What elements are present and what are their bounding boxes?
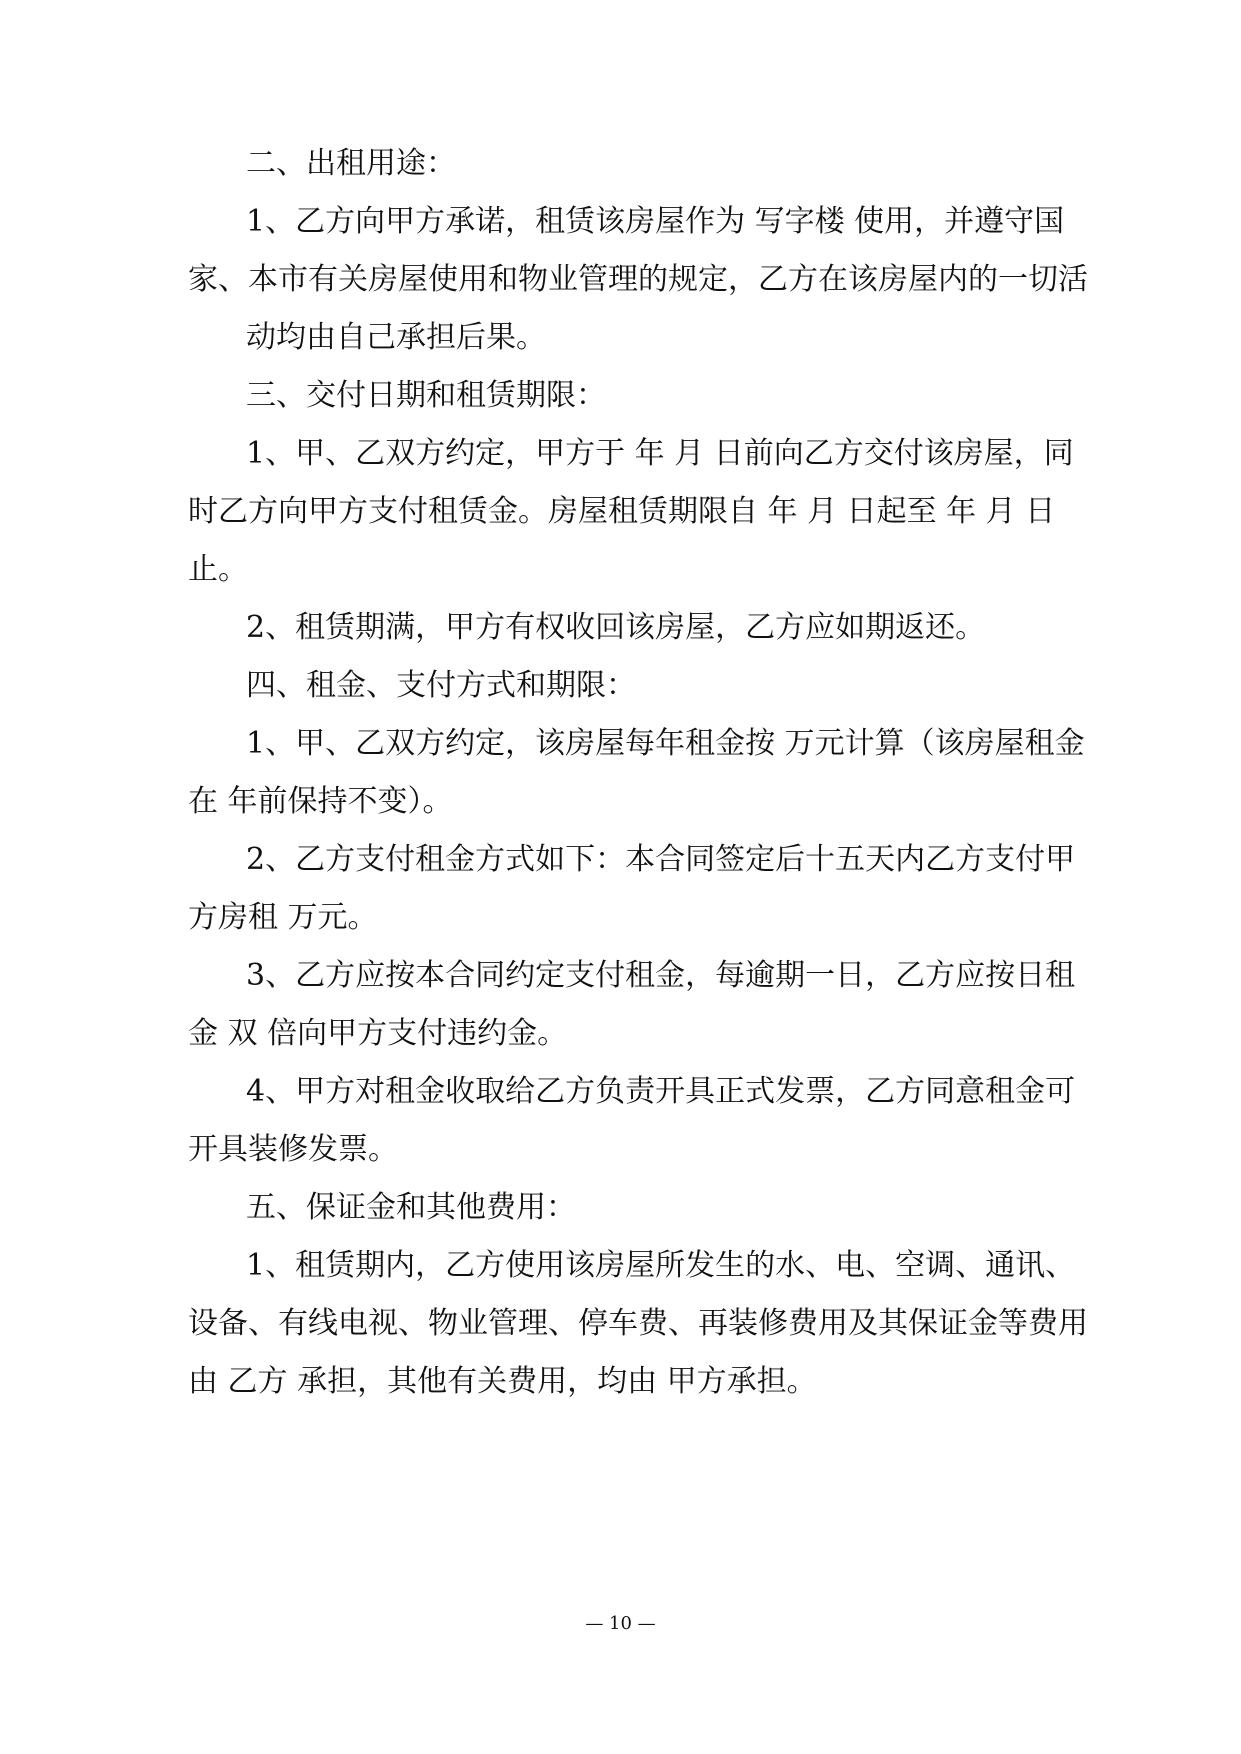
- paragraph-line: 1、租赁期内，乙方使用该房屋所发生的水、电、空调、通讯、: [246, 1248, 1076, 1283]
- paragraph-line: 家、本市有关房屋使用和物业管理的规定，乙方在该房屋内的一切活: [188, 262, 1088, 297]
- paragraph-line: 金 双 倍向甲方支付违约金。: [188, 1016, 568, 1051]
- paragraph-line: 时乙方向甲方支付租赁金。房屋租赁期限自 年 月 日起至 年 月 日: [188, 494, 1056, 529]
- paragraph-line: 3、乙方应按本合同约定支付租金，每逾期一日，乙方应按日租: [246, 958, 1076, 993]
- paragraph-line: 1、甲、乙双方约定，该房屋每年租金按 万元计算（该房屋租金: [246, 726, 1085, 761]
- paragraph-line: 止。: [188, 552, 248, 587]
- section-heading-deposit: 五、保证金和其他费用：: [246, 1190, 576, 1225]
- paragraph-line: 在 年前保持不变）。: [188, 784, 453, 819]
- section-heading-rent: 四、租金、支付方式和期限：: [246, 668, 636, 703]
- paragraph-line: 设备、有线电视、物业管理、停车费、再装修费用及其保证金等费用: [188, 1306, 1088, 1341]
- page-number: — 10 —: [585, 1613, 656, 1634]
- paragraph-line: 2、租赁期满，甲方有权收回该房屋，乙方应如期返还。: [246, 610, 986, 645]
- paragraph-line: 1、甲、乙双方约定，甲方于 年 月 日前向乙方交付该房屋，同: [246, 436, 1074, 471]
- paragraph-line: 开具装修发票。: [188, 1132, 398, 1167]
- paragraph-line: 2、乙方支付租金方式如下：本合同签定后十五天内乙方支付甲: [246, 842, 1076, 877]
- paragraph-line: 4、甲方对租金收取给乙方负责开具正式发票，乙方同意租金可: [246, 1074, 1076, 1109]
- paragraph-line: 1、乙方向甲方承诺，租赁该房屋作为 写字楼 使用，并遵守国: [246, 204, 1065, 239]
- paragraph-line: 由 乙方 承担，其他有关费用，均由 甲方承担。: [188, 1364, 817, 1399]
- paragraph-line: 方房租 万元。: [188, 900, 378, 935]
- paragraph-line: 动均由自己承担后果。: [246, 320, 546, 355]
- section-heading-delivery: 三、交付日期和租赁期限：: [246, 378, 606, 413]
- section-heading-usage: 二、出租用途：: [246, 146, 456, 181]
